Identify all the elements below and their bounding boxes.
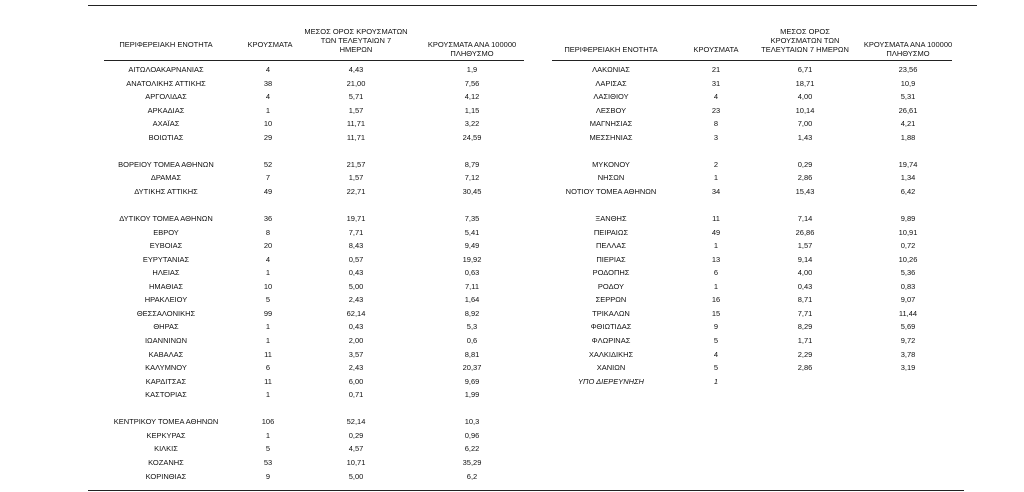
region-cell: ΜΥΚΟΝΟΥ — [592, 159, 630, 169]
per100k-cell: 10,3 — [464, 417, 480, 427]
per100k-cell: 1,15 — [464, 105, 480, 115]
bottom-rule — [88, 490, 964, 491]
region-cell: ΦΛΩΡΙΝΑΣ — [591, 336, 631, 345]
avg-cell: 3,57 — [348, 349, 364, 359]
avg-cell: 6,71 — [797, 65, 813, 74]
avg-cell: 0,71 — [348, 390, 364, 400]
avg-cell: 5,00 — [348, 471, 364, 481]
avg-cell: 1,71 — [797, 336, 813, 345]
cases-cell: 5 — [265, 444, 271, 454]
region-cell: ΛΑΚΩΝΙΑΣ — [592, 65, 630, 74]
region-cell: ΑΧΑΪΑΣ — [152, 119, 180, 129]
cases-cell: 6 — [265, 363, 271, 373]
region-cell: ΚΕΡΚΥΡΑΣ — [146, 430, 186, 440]
avg-cell: 7,00 — [797, 119, 813, 129]
table-row — [0, 389, 1024, 400]
region-cell: ΚΟΖΑΝΗΣ — [148, 457, 184, 467]
per100k-cell: 7,12 — [464, 173, 480, 183]
per100k-cell: 3,78 — [900, 349, 916, 359]
per100k-cell: 1,88 — [900, 132, 916, 142]
cases-cell: 1 — [265, 430, 271, 440]
region-cell: ΡΟΔΟΥ — [597, 281, 625, 291]
per100k-cell: 9,69 — [464, 376, 480, 386]
avg-cell: 5,00 — [348, 281, 364, 291]
region-cell: ΡΟΔΟΠΗΣ — [592, 268, 630, 278]
avg-cell: 4,00 — [797, 92, 813, 102]
avg-cell: 0,57 — [348, 254, 364, 264]
avg-cell: 2,43 — [348, 295, 364, 305]
table-row — [0, 376, 1024, 387]
per100k-cell: 19,74 — [898, 159, 918, 169]
region-cell: ΒΟΙΩΤΙΑΣ — [148, 132, 184, 142]
cases-cell: 21 — [711, 65, 721, 74]
avg-cell: 8,29 — [797, 322, 813, 332]
avg-cell: 2,86 — [797, 173, 813, 183]
per100k-cell: 30,45 — [462, 186, 482, 196]
per100k-cell: 35,29 — [462, 457, 482, 467]
cases-cell: 3 — [713, 132, 719, 142]
per100k-cell: 9,49 — [464, 241, 480, 251]
region-cell: ΛΑΡΙΣΑΣ — [595, 78, 627, 88]
table-row — [0, 430, 1024, 441]
cases-cell: 29 — [263, 132, 273, 142]
avg-cell: 4,43 — [348, 65, 364, 74]
cases-cell: 31 — [711, 78, 721, 88]
cases-cell: 4 — [265, 65, 271, 74]
region-cell: ΔΥΤΙΚΟΥ ΤΟΜΕΑ ΑΘΗΝΩΝ — [119, 214, 213, 224]
region-cell: ΛΑΣΙΘΙΟΥ — [593, 92, 629, 102]
cases-cell: 11 — [712, 214, 720, 224]
per100k-cell: 8,92 — [464, 308, 480, 318]
region-cell: ΥΠΟ ΔΙΕΡΕΥΝΗΣΗ — [578, 376, 644, 386]
cases-cell: 36 — [263, 214, 273, 224]
region-cell: ΚΕΝΤΡΙΚΟΥ ΤΟΜΕΑ ΑΘΗΝΩΝ — [113, 417, 219, 427]
avg-cell: 7,71 — [348, 227, 364, 237]
per100k-cell: 23,56 — [898, 65, 918, 74]
avg-cell: 0,43 — [348, 268, 364, 278]
cases-cell: 1 — [713, 241, 719, 251]
avg-cell: 2,43 — [348, 363, 364, 373]
region-cell: ΠΕΙΡΑΙΩΣ — [593, 227, 629, 237]
cases-cell: 34 — [711, 186, 721, 196]
cases-cell: 8 — [265, 227, 271, 237]
cases-cell: 20 — [263, 241, 273, 251]
cases-cell: 99 — [263, 308, 273, 318]
right-header-cases: ΚΡΟΥΣΜΑΤΑ — [693, 45, 739, 54]
region-cell: ΚΑΒΑΛΑΣ — [148, 349, 184, 359]
per100k-cell: 1,64 — [464, 295, 480, 305]
region-cell: ΑΙΤΩΛΟΑΚΑΡΝΑΝΙΑΣ — [128, 65, 204, 74]
region-cell: ΣΕΡΡΩΝ — [595, 295, 627, 305]
avg-cell: 26,86 — [795, 227, 815, 237]
table-row — [0, 267, 1024, 278]
avg-cell: 0,29 — [797, 159, 813, 169]
table-row — [0, 132, 1024, 143]
region-cell: ΚΟΡΙΝΘΙΑΣ — [145, 471, 187, 481]
avg-cell: 19,71 — [346, 214, 366, 224]
avg-cell: 52,14 — [346, 417, 366, 427]
region-cell: ΧΑΝΙΩΝ — [596, 363, 626, 373]
region-cell: ΙΩΑΝΝΙΝΩΝ — [144, 336, 188, 345]
cases-cell: 23 — [711, 105, 721, 115]
avg-cell: 21,57 — [346, 159, 366, 169]
avg-cell: 11,71 — [346, 119, 366, 129]
per100k-cell: 11,44 — [898, 308, 918, 318]
per100k-cell: 5,36 — [900, 268, 916, 278]
cases-cell: 10 — [263, 281, 273, 291]
per100k-cell: 9,72 — [900, 336, 916, 345]
avg-cell: 0,43 — [797, 281, 813, 291]
cases-cell: 15 — [711, 308, 721, 318]
avg-cell: 8,43 — [348, 241, 364, 251]
table-row — [0, 159, 1024, 170]
cases-cell: 49 — [711, 227, 721, 237]
avg-cell: 21,00 — [346, 78, 366, 88]
avg-cell: 9,14 — [797, 254, 813, 264]
table-row — [0, 240, 1024, 251]
cases-cell: 1 — [265, 322, 271, 332]
avg-cell: 62,14 — [346, 308, 366, 318]
table-row — [0, 362, 1024, 373]
table-row — [0, 335, 1024, 346]
region-cell: ΧΑΛΚΙΔΙΚΗΣ — [588, 349, 634, 359]
left-header-region: ΠΕΡΙΦΕΡΕΙΑΚΗ ΕΝΟΤΗΤΑ — [119, 40, 213, 49]
avg-cell: 15,43 — [795, 186, 815, 196]
avg-cell: 10,71 — [346, 457, 366, 467]
cases-cell: 53 — [263, 457, 273, 467]
region-cell: ΛΕΣΒΟΥ — [595, 105, 627, 115]
table-row — [0, 105, 1024, 116]
per100k-cell: 5,31 — [900, 92, 916, 102]
per100k-cell: 20,37 — [462, 363, 482, 373]
table-row — [0, 308, 1024, 319]
avg-cell: 6,00 — [348, 376, 364, 386]
cases-cell: 1 — [713, 173, 719, 183]
avg-cell: 1,57 — [348, 105, 364, 115]
avg-cell: 4,57 — [348, 444, 364, 454]
region-cell: ΕΥΡΥΤΑΝΙΑΣ — [142, 254, 190, 264]
region-cell: ΝΗΣΩΝ — [597, 173, 625, 183]
per100k-cell: 0,83 — [900, 281, 916, 291]
right-header-per100k: ΚΡΟΥΣΜΑΤΑ ΑΝΑ 100000 ΠΛΗΘΥΣΜΟ — [863, 40, 953, 58]
cases-cell: 8 — [713, 119, 719, 129]
region-cell: ΦΘΙΩΤΙΔΑΣ — [590, 322, 632, 332]
per100k-cell: 3,19 — [900, 363, 916, 373]
avg-cell: 11,71 — [346, 132, 366, 142]
region-cell: ΗΜΑΘΙΑΣ — [148, 281, 184, 291]
table-row — [0, 416, 1024, 427]
per100k-cell: 8,79 — [464, 159, 480, 169]
table-row — [0, 294, 1024, 305]
right-header-rule — [552, 60, 952, 61]
per100k-cell: 8,81 — [464, 349, 480, 359]
table-row — [0, 78, 1024, 89]
region-cell: ΗΛΕΙΑΣ — [152, 268, 180, 278]
region-cell: ΜΑΓΝΗΣΙΑΣ — [589, 119, 633, 129]
cases-cell: 6 — [713, 268, 719, 278]
table-row — [0, 186, 1024, 197]
region-cell: ΝΟΤΙΟΥ ΤΟΜΕΑ ΑΘΗΝΩΝ — [565, 186, 657, 196]
avg-cell: 7,71 — [797, 308, 813, 318]
cases-cell: 11 — [264, 376, 272, 386]
per100k-cell: 5,41 — [464, 227, 480, 237]
per100k-cell: 5,3 — [466, 322, 478, 332]
cases-cell: 5 — [713, 336, 719, 345]
cases-cell: 38 — [263, 78, 273, 88]
per100k-cell: 6,2 — [466, 471, 478, 481]
region-cell: ΗΡΑΚΛΕΙΟΥ — [144, 295, 188, 305]
cases-cell: 1 — [713, 281, 719, 291]
region-cell: ΔΡΑΜΑΣ — [150, 173, 182, 183]
left-header-rule — [104, 60, 524, 61]
region-cell: ΕΒΡΟΥ — [153, 227, 179, 237]
per100k-cell: 1,34 — [900, 173, 916, 183]
table-row — [0, 349, 1024, 360]
region-cell: ΑΡΓΟΛΙΔΑΣ — [145, 92, 187, 102]
cases-cell: 9 — [713, 322, 719, 332]
left-header-avg: ΜΕΣΟΣ ΟΡΟΣ ΚΡΟΥΣΜΑΤΩΝ ΤΩΝ ΤΕΛΕΥΤΑΙΩΝ 7 ΗΜΕΡΩΝ — [304, 27, 408, 54]
table-row — [0, 172, 1024, 183]
avg-cell: 1,57 — [797, 241, 813, 251]
region-cell: ΚΑΡΔΙΤΣΑΣ — [145, 376, 187, 386]
avg-cell: 22,71 — [346, 186, 366, 196]
cases-cell: 1 — [265, 336, 271, 345]
per100k-cell: 6,42 — [900, 186, 916, 196]
per100k-cell: 6,22 — [464, 444, 480, 454]
per100k-cell: 7,56 — [464, 78, 480, 88]
table-row — [0, 91, 1024, 102]
per100k-cell: 9,89 — [900, 214, 916, 224]
table-row — [0, 64, 1024, 75]
region-cell: ΘΕΣΣΑΛΟΝΙΚΗΣ — [136, 308, 196, 318]
avg-cell: 0,29 — [348, 430, 364, 440]
per100k-cell: 0,72 — [900, 241, 916, 251]
per100k-cell: 5,69 — [900, 322, 916, 332]
top-rule — [88, 5, 977, 6]
cases-cell: 1 — [265, 105, 271, 115]
table-row — [0, 321, 1024, 332]
table-row — [0, 443, 1024, 454]
per100k-cell: 0,63 — [464, 268, 480, 278]
region-cell: ΑΡΚΑΔΙΑΣ — [147, 105, 185, 115]
per100k-cell: 19,92 — [462, 254, 482, 264]
per100k-cell: 7,35 — [464, 214, 480, 224]
region-cell: ΔΥΤΙΚΗΣ ΑΤΤΙΚΗΣ — [134, 186, 198, 196]
table-row — [0, 118, 1024, 129]
left-header-cases: ΚΡΟΥΣΜΑΤΑ — [247, 40, 293, 49]
cases-cell: 7 — [265, 173, 271, 183]
per100k-cell: 10,26 — [898, 254, 918, 264]
left-header-per100k: ΚΡΟΥΣΜΑΤΑ ΑΝΑ 100000 ΠΛΗΘΥΣΜΟ — [427, 40, 517, 58]
region-cell: ΚΑΣΤΟΡΙΑΣ — [145, 390, 187, 400]
per100k-cell: 7,11 — [464, 281, 480, 291]
cases-cell: 2 — [713, 159, 719, 169]
avg-cell: 7,14 — [797, 214, 813, 224]
right-header-region: ΠΕΡΙΦΕΡΕΙΑΚΗ ΕΝΟΤΗΤΑ — [564, 45, 658, 54]
region-cell: ΠΙΕΡΙΑΣ — [596, 254, 626, 264]
region-cell: ΞΑΝΘΗΣ — [595, 214, 627, 224]
avg-cell: 18,71 — [795, 78, 815, 88]
cases-cell: 9 — [265, 471, 271, 481]
avg-cell: 2,00 — [348, 336, 364, 345]
region-cell: ΚΙΛΚΙΣ — [154, 444, 178, 454]
table-row — [0, 213, 1024, 224]
per100k-cell: 4,12 — [464, 92, 480, 102]
region-cell: ΤΡΙΚΑΛΩΝ — [592, 308, 630, 318]
cases-cell: 16 — [711, 295, 721, 305]
avg-cell: 8,71 — [797, 295, 813, 305]
cases-cell: 106 — [261, 417, 275, 427]
region-cell: ΚΑΛΥΜΝΟΥ — [145, 363, 187, 373]
cases-cell: 13 — [711, 254, 721, 264]
per100k-cell: 9,07 — [900, 295, 916, 305]
cases-cell: 1 — [713, 376, 719, 386]
table-row — [0, 227, 1024, 238]
avg-cell: 2,86 — [797, 363, 813, 373]
region-cell: ΘΗΡΑΣ — [153, 322, 179, 332]
table-row — [0, 254, 1024, 265]
avg-cell: 1,43 — [797, 132, 813, 142]
cases-cell: 4 — [265, 254, 271, 264]
cases-cell: 10 — [263, 119, 273, 129]
per100k-cell: 10,9 — [900, 78, 916, 88]
cases-cell: 5 — [713, 363, 719, 373]
table-row — [0, 281, 1024, 292]
cases-cell: 11 — [264, 349, 272, 359]
cases-cell: 1 — [265, 390, 271, 400]
avg-cell: 2,29 — [797, 349, 813, 359]
avg-cell: 10,14 — [795, 105, 815, 115]
avg-cell: 1,57 — [348, 173, 364, 183]
per100k-cell: 0,96 — [464, 430, 480, 440]
region-cell: ΠΕΛΛΑΣ — [595, 241, 627, 251]
cases-cell: 52 — [263, 159, 273, 169]
avg-cell: 0,43 — [348, 322, 364, 332]
per100k-cell: 3,22 — [464, 119, 480, 129]
per100k-cell: 24,59 — [462, 132, 482, 142]
per100k-cell: 0,6 — [466, 336, 478, 345]
cases-cell: 1 — [265, 268, 271, 278]
per100k-cell: 1,9 — [466, 65, 478, 74]
table-row — [0, 457, 1024, 468]
cases-cell: 4 — [713, 92, 719, 102]
cases-cell: 5 — [265, 295, 271, 305]
per100k-cell: 4,21 — [900, 119, 916, 129]
cases-cell: 49 — [263, 186, 273, 196]
avg-cell: 5,71 — [348, 92, 364, 102]
region-cell: ΕΥΒΟΙΑΣ — [149, 241, 183, 251]
per100k-cell: 1,99 — [464, 390, 480, 400]
region-cell: ΒΟΡΕΙΟΥ ΤΟΜΕΑ ΑΘΗΝΩΝ — [118, 159, 214, 169]
region-cell: ΜΕΣΣΗΝΙΑΣ — [589, 132, 633, 142]
region-cell: ΑΝΑΤΟΛΙΚΗΣ ΑΤΤΙΚΗΣ — [126, 78, 206, 88]
per100k-cell: 10,91 — [898, 227, 918, 237]
avg-cell: 4,00 — [797, 268, 813, 278]
cases-cell: 4 — [265, 92, 271, 102]
per100k-cell: 26,61 — [898, 105, 918, 115]
right-header-avg: ΜΕΣΟΣ ΟΡΟΣ ΚΡΟΥΣΜΑΤΩΝ ΤΩΝ ΤΕΛΕΥΤΑΙΩΝ 7 ΗΜΕΡΩΝ — [761, 27, 849, 54]
table-row — [0, 471, 1024, 482]
cases-cell: 4 — [713, 349, 719, 359]
